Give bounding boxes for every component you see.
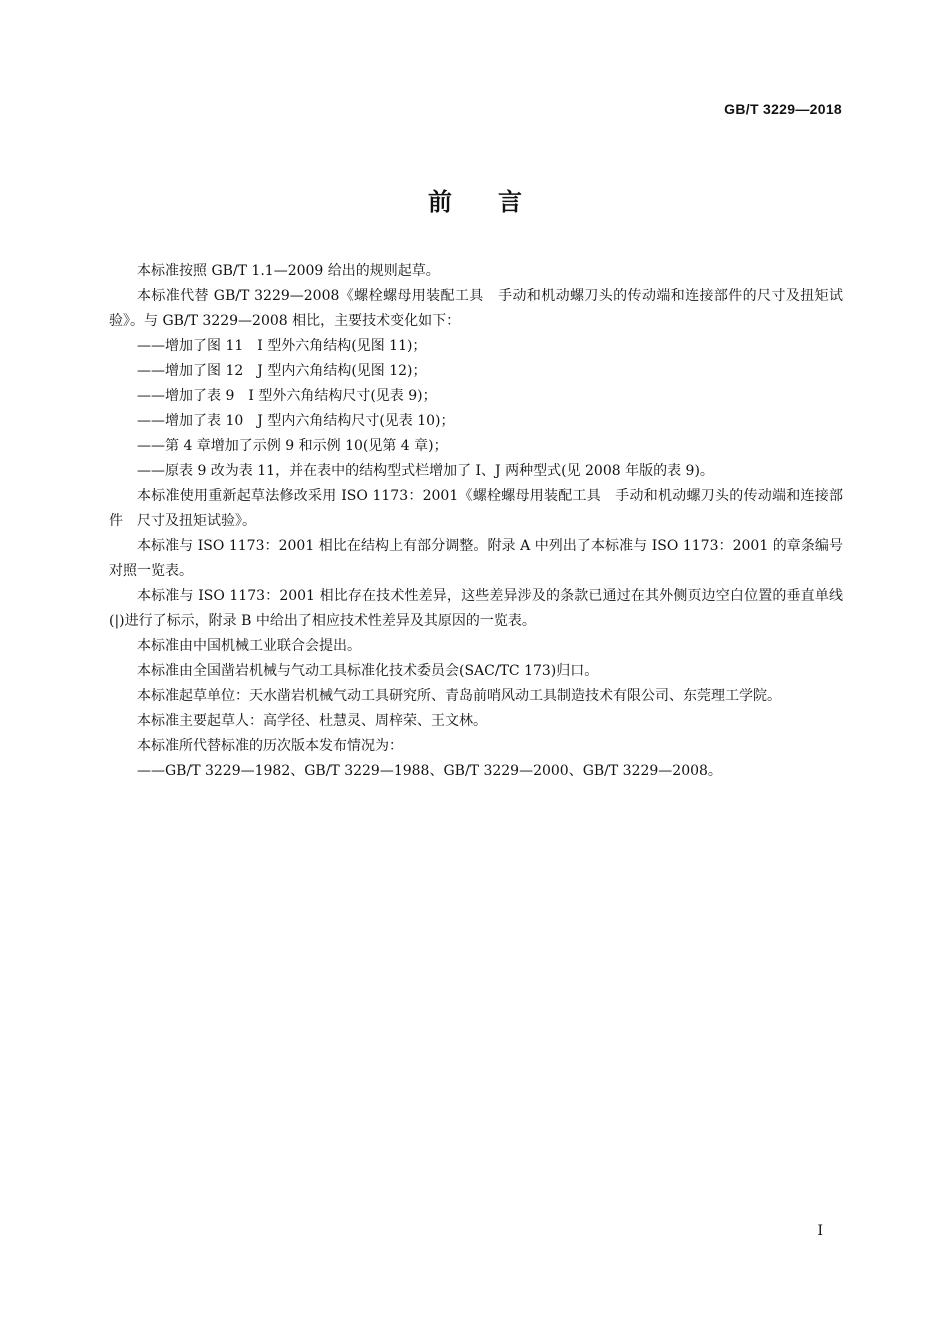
paragraph: 本标准主要起草人：高学径、杜慧灵、周梓荣、王文林。 bbox=[137, 713, 487, 729]
list-item: ——第 4 章增加了示例 9 和示例 10(见第 4 章)； bbox=[137, 438, 448, 454]
page-title: 前言 bbox=[428, 188, 568, 216]
foreword-body bbox=[109, 259, 843, 784]
list-item: ——增加了图 11 I 型外六角结构(见图 11)； bbox=[137, 338, 427, 354]
paragraph: 本标准按照 GB/T 1.1—2009 给出的规则起草。 bbox=[137, 263, 440, 279]
list-item: ——增加了图 12 J 型内六角结构(见图 12)； bbox=[137, 363, 427, 379]
standard-code: GB/T 3229—2018 bbox=[724, 101, 842, 117]
list-item: ——原表 9 改为表 11，并在表中的结构型式栏增加了 I、J 两种型式(见 2008 年版的表 9)。 bbox=[137, 463, 714, 479]
paragraph: 本标准与 ISO 1173：2001 相比存在技术性差异，这些差异涉及的条款已通过在其外侧页边空白位置的垂直单线(|)进行了标示，附录 B 中给出了相应技术性差异及其原因的一览表。 bbox=[109, 588, 843, 629]
paragraph: 本标准代替 GB/T 3229—2008《螺栓螺母用装配工具 手动和机动螺刀头的传动端和连接部件的尺寸及扭矩试验》。与 GB/T 3229—2008 相比，主要技术变化如下： bbox=[109, 288, 843, 329]
paragraph: 本标准由中国机械工业联合会提出。 bbox=[137, 638, 361, 654]
list-item: ——增加了表 10 J 型内六角结构尺寸(见表 10)； bbox=[137, 413, 455, 429]
paragraph: 本标准由全国凿岩机械与气动工具标准化技术委员会(SAC/TC 173)归口。 bbox=[137, 663, 599, 679]
paragraph: 本标准与 ISO 1173：2001 相比在结构上有部分调整。附录 A 中列出了本标准与 ISO 1173：2001 的章条编号对照一览表。 bbox=[109, 538, 843, 579]
paragraph: 本标准使用重新起草法修改采用 ISO 1173：2001《螺栓螺母用装配工具 手动和机动螺刀头的传动端和连接部件 尺寸及扭矩试验》。 bbox=[109, 488, 843, 529]
list-item: ——增加了表 9 I 型外六角结构尺寸(见表 9)； bbox=[137, 388, 437, 404]
list-item: ——GB/T 3229—1982、GB/T 3229—1988、GB/T 3229—2000、GB/T 3229—2008。 bbox=[137, 763, 722, 779]
paragraph: 本标准所代替标准的历次版本发布情况为： bbox=[137, 738, 403, 754]
paragraph: 本标准起草单位：天水凿岩机械气动工具研究所、青岛前哨风动工具制造技术有限公司、东莞理工学院。 bbox=[137, 688, 781, 704]
page-number: I bbox=[817, 1223, 823, 1239]
